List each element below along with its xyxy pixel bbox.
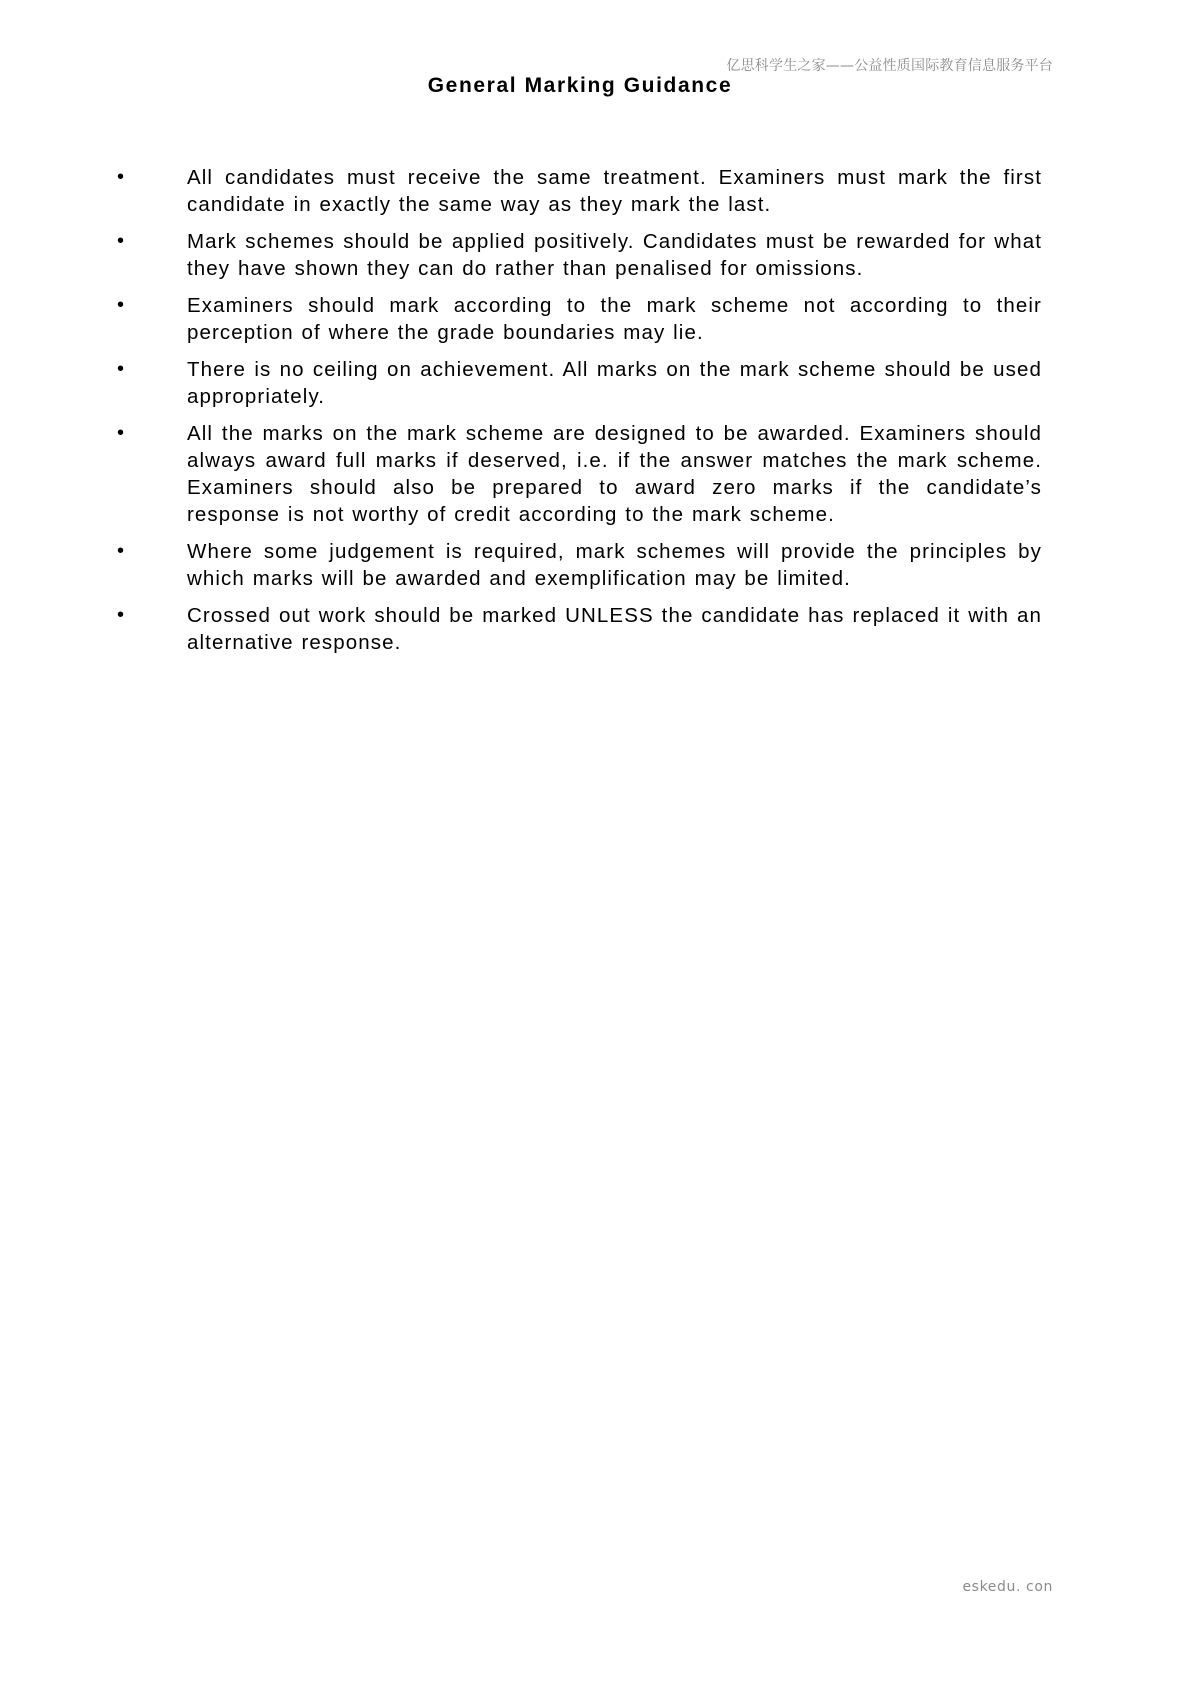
list-item-text: All candidates must receive the same treatment. Examiners must mark the first candidate in exactly the same way as they mark the last. xyxy=(187,166,1042,216)
list-item-text: Crossed out work should be marked UNLESS the candidate has replaced it with an alternative response. xyxy=(187,604,1042,654)
page-title: General Marking Guidance xyxy=(427,74,733,97)
list-item-text: There is no ceiling on achievement. All marks on the mark scheme should be used appropriately. xyxy=(187,358,1042,408)
bullet-icon: • xyxy=(117,422,125,444)
bullet-icon: • xyxy=(117,604,125,626)
list-item xyxy=(0,228,1190,282)
list-item-text: Mark schemes should be applied positively. Candidates must be rewarded for what they have shown they can do rather than penalised for omissions. xyxy=(187,230,1042,280)
bullet-icon: • xyxy=(117,294,125,316)
list-item-text: Examiners should mark according to the mark scheme not according to their perception of where the grade boundaries may lie. xyxy=(187,294,1042,344)
list-item xyxy=(0,420,1190,528)
watermark-footer-text: eskedu. con xyxy=(962,1579,1053,1595)
list-item xyxy=(0,356,1190,410)
watermark-header-text: 亿思科学生之家——公益性质国际教育信息服务平台 xyxy=(726,58,1053,74)
list-item-text: Where some judgement is required, mark schemes will provide the principles by which marks will be awarded and exemplification may be limited. xyxy=(187,540,1042,590)
guidance-list xyxy=(0,164,1190,666)
bullet-icon: • xyxy=(117,540,125,562)
list-item-text: All the marks on the mark scheme are designed to be awarded. Examiners should always award full marks if deserved, i.e. if the answer matches the mark scheme. Examiners should also be prepared to award zero marks if the candidate’s response is not worthy of credit according to the mark scheme. xyxy=(187,422,1042,526)
list-item xyxy=(0,164,1190,218)
bullet-icon: • xyxy=(117,358,125,380)
bullet-icon: • xyxy=(117,166,125,188)
list-item xyxy=(0,538,1190,592)
bullet-icon: • xyxy=(117,230,125,252)
list-item xyxy=(0,292,1190,346)
list-item xyxy=(0,602,1190,656)
